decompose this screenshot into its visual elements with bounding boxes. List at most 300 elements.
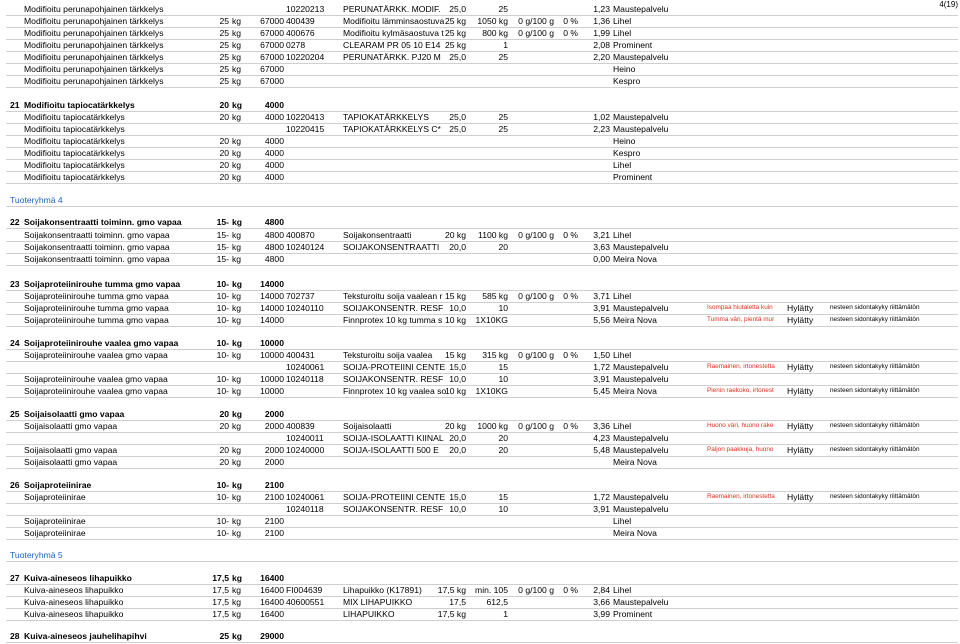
row-number-cell: 26 bbox=[10, 480, 20, 490]
supplier-cell: Lihel bbox=[613, 28, 632, 38]
fat-content-cell: 0 g/100 g bbox=[518, 230, 554, 240]
item-code-cell: 400839 bbox=[286, 421, 315, 431]
supplier-cell: Heino bbox=[613, 64, 636, 74]
pack-size-cell: 20 bbox=[219, 409, 229, 419]
product-group-cell: Soijaproteiinirouhe vaalea gmo vapaa bbox=[24, 386, 168, 396]
unit-cell: kg bbox=[232, 573, 243, 583]
supplier-cell: Maustepalvelu bbox=[613, 303, 669, 313]
supplier-cell: Lihel bbox=[613, 230, 632, 240]
volume-cell: 4000 bbox=[264, 136, 284, 146]
supplier-cell: Meira Nova bbox=[613, 457, 657, 467]
supplier-cell: Prominent bbox=[613, 172, 653, 182]
price-cell: 3,71 bbox=[593, 291, 610, 301]
volume-cell: 67000 bbox=[260, 28, 284, 38]
price-cell: 2,20 bbox=[593, 52, 610, 62]
group-heading-row bbox=[0, 194, 960, 206]
product-group-cell: Modifioitu tapiocatärkkelys bbox=[24, 136, 125, 146]
unit-cell: kg bbox=[232, 112, 242, 122]
quantity-cell: 1100 kg bbox=[478, 230, 508, 240]
package-cell: 20,0 bbox=[449, 433, 466, 443]
volume-cell: 4000 bbox=[264, 172, 284, 182]
unit-cell: kg bbox=[232, 631, 243, 641]
item-name-cell: Finnprotex 10 kg vaalea so bbox=[343, 386, 447, 396]
price-cell: 2,23 bbox=[593, 124, 610, 134]
reason-cell: nesteen sidontakyky riittämätön bbox=[830, 304, 920, 311]
pack-size-cell: 25 bbox=[219, 40, 229, 50]
product-group-cell: Kuiva-aineseos lihapuikko bbox=[24, 573, 132, 583]
pack-size-cell: 20 bbox=[219, 421, 229, 431]
pack-size-cell: 10- bbox=[216, 350, 229, 360]
product-group-cell: Soijaisolaatti gmo vapaa bbox=[24, 457, 118, 467]
pack-size-cell: 10- bbox=[216, 303, 229, 313]
remark-cell: Raemainen, irtonestetta bbox=[707, 493, 775, 500]
unit-cell: kg bbox=[232, 421, 242, 431]
pack-size-cell: 15- bbox=[216, 217, 229, 227]
package-cell: 10,0 bbox=[449, 504, 466, 514]
supplier-cell: Lihel bbox=[613, 291, 632, 301]
reason-cell: nesteen sidontakyky riittämätön bbox=[830, 446, 920, 453]
unit-cell: kg bbox=[232, 597, 242, 607]
pack-size-cell: 25 bbox=[219, 64, 229, 74]
unit-cell: kg bbox=[232, 148, 242, 158]
pack-size-cell: 10- bbox=[216, 374, 229, 384]
product-group-cell: Soijakonsentraatti toiminn. gmo vapaa bbox=[24, 230, 170, 240]
supplier-cell: Maustepalvelu bbox=[613, 504, 669, 514]
price-cell: 1,02 bbox=[593, 112, 610, 122]
pack-size-cell: 25 bbox=[219, 631, 229, 641]
volume-cell: 67000 bbox=[260, 64, 284, 74]
fat-content-cell: 0 g/100 g bbox=[518, 16, 554, 26]
volume-cell: 2100 bbox=[264, 516, 284, 526]
table-row bbox=[0, 420, 960, 432]
table-row bbox=[0, 171, 960, 183]
table-row bbox=[0, 503, 960, 515]
table-row bbox=[0, 216, 960, 228]
volume-cell: 2000 bbox=[264, 421, 284, 431]
supplier-cell: Lihel bbox=[613, 516, 632, 526]
unit-cell: kg bbox=[232, 409, 243, 419]
price-cell: 3,63 bbox=[593, 242, 610, 252]
supplier-cell: Maustepalvelu bbox=[613, 374, 669, 384]
quantity-cell: 20 bbox=[498, 433, 508, 443]
reason-cell: nesteen sidontakyky riittämätön bbox=[830, 316, 920, 323]
product-group-cell: Kuiva-aineseos lihapuikko bbox=[24, 597, 124, 607]
quantity-cell: 15 bbox=[498, 362, 508, 372]
unit-cell: kg bbox=[232, 291, 242, 301]
item-name-cell: SOIJA-ISOLAATTI KIINAL bbox=[343, 433, 444, 443]
supplier-cell: Lihel bbox=[613, 585, 632, 595]
item-name-cell: SOIJAKONSENTRAATTI bbox=[343, 242, 440, 252]
pack-size-cell: 20 bbox=[219, 112, 229, 122]
table-row bbox=[0, 527, 960, 539]
status-cell: Hylätty bbox=[787, 386, 814, 396]
package-cell: 20,0 bbox=[449, 445, 466, 455]
unit-cell: kg bbox=[232, 315, 242, 325]
table-row bbox=[0, 51, 960, 63]
package-cell: 25,0 bbox=[449, 112, 466, 122]
row-gridline bbox=[6, 561, 958, 562]
row-gridline bbox=[6, 642, 958, 643]
package-cell: 25 kg bbox=[444, 16, 466, 26]
supplier-cell: Maustepalvelu bbox=[613, 433, 669, 443]
volume-cell: 10000 bbox=[260, 374, 284, 384]
pack-size-cell: 10- bbox=[216, 338, 229, 348]
supplier-cell: Meira Nova bbox=[613, 315, 657, 325]
price-cell: 3,36 bbox=[593, 421, 610, 431]
quantity-cell: 10 bbox=[498, 504, 508, 514]
row-number-cell: 25 bbox=[10, 409, 20, 419]
supplier-cell: Lihel bbox=[613, 421, 632, 431]
supplier-cell: Maustepalvelu bbox=[613, 124, 669, 134]
price-cell: 3,91 bbox=[593, 504, 610, 514]
row-gridline bbox=[6, 620, 958, 621]
price-cell: 5,56 bbox=[593, 315, 610, 325]
item-code-cell: 400431 bbox=[286, 350, 315, 360]
product-group-cell: Modifioitu perunapohjainen tärkkelys bbox=[24, 52, 164, 62]
table-row bbox=[0, 290, 960, 302]
percent-cell: 0 % bbox=[563, 585, 578, 595]
fat-content-cell: 0 g/100 g bbox=[518, 291, 554, 301]
package-cell: 10,0 bbox=[449, 374, 466, 384]
row-number-cell: 28 bbox=[10, 631, 20, 641]
table-row bbox=[0, 123, 960, 135]
item-name-cell: Soijakonsentraatti bbox=[343, 230, 412, 240]
table-row bbox=[0, 99, 960, 111]
table-row bbox=[0, 135, 960, 147]
volume-cell: 4000 bbox=[264, 112, 284, 122]
item-code-cell: 10240118 bbox=[286, 374, 324, 384]
row-number-cell: 24 bbox=[10, 338, 20, 348]
quantity-cell: 20 bbox=[498, 242, 508, 252]
item-code-cell: FI004639 bbox=[286, 585, 323, 595]
pack-size-cell: 17,5 bbox=[212, 585, 229, 595]
table-row bbox=[0, 349, 960, 361]
table-row bbox=[0, 596, 960, 608]
unit-cell: kg bbox=[232, 76, 242, 86]
quantity-cell: 25 bbox=[498, 124, 508, 134]
remark-cell: Paljon paakkuja, huono bbox=[707, 446, 774, 453]
volume-cell: 67000 bbox=[260, 16, 284, 26]
unit-cell: kg bbox=[232, 254, 242, 264]
package-cell: 25,0 bbox=[449, 124, 466, 134]
quantity-cell: 800 kg bbox=[482, 28, 508, 38]
quantity-cell: 585 kg bbox=[482, 291, 508, 301]
unit-cell: kg bbox=[232, 528, 242, 538]
volume-cell: 2000 bbox=[264, 445, 284, 455]
table-row bbox=[0, 253, 960, 265]
product-group-cell: Kuiva-aineseos lihapuikko bbox=[24, 609, 124, 619]
table-row bbox=[0, 491, 960, 503]
status-cell: Hylätty bbox=[787, 421, 814, 431]
product-group-cell: Soijakonsentraatti toiminn. gmo vapaa bbox=[24, 242, 170, 252]
product-group-cell: Kuiva-aineseos lihapuikko bbox=[24, 585, 124, 595]
price-cell: 2,08 bbox=[593, 40, 610, 50]
item-code-cell: 10240061 bbox=[286, 492, 325, 502]
unit-cell: kg bbox=[232, 445, 242, 455]
product-group-cell: Modifioitu tapiocatärkkelys bbox=[24, 160, 125, 170]
unit-cell: kg bbox=[232, 516, 242, 526]
table-row bbox=[0, 302, 960, 314]
product-group-cell: Soijaproteiinirae bbox=[24, 480, 92, 490]
pack-size-cell: 20 bbox=[219, 100, 229, 110]
quantity-cell: 1050 kg bbox=[477, 16, 508, 26]
quantity-cell: 10 bbox=[498, 303, 508, 313]
supplier-cell: Maustepalvelu bbox=[613, 242, 669, 252]
supplier-cell: Meira Nova bbox=[613, 254, 657, 264]
volume-cell: 67000 bbox=[260, 76, 284, 86]
row-gridline bbox=[6, 206, 958, 207]
volume-cell: 4800 bbox=[264, 230, 284, 240]
supplier-cell: Maustepalvelu bbox=[613, 492, 669, 502]
unit-cell: kg bbox=[232, 279, 243, 289]
fat-content-cell: 0 g/100 g bbox=[518, 350, 554, 360]
unit-cell: kg bbox=[232, 480, 243, 490]
supplier-cell: Maustepalvelu bbox=[613, 445, 669, 455]
table-row bbox=[0, 373, 960, 385]
percent-cell: 0 % bbox=[563, 16, 578, 26]
row-gridline bbox=[6, 265, 958, 266]
table-row bbox=[0, 479, 960, 491]
item-code-cell: 400870 bbox=[286, 230, 315, 240]
pack-size-cell: 10- bbox=[216, 516, 229, 526]
unit-cell: kg bbox=[232, 242, 242, 252]
volume-cell: 16400 bbox=[260, 585, 284, 595]
unit-cell: kg bbox=[232, 338, 243, 348]
quantity-cell: 1 bbox=[503, 609, 508, 619]
item-name-cell: Soijaisolaatti bbox=[343, 421, 392, 431]
supplier-cell: Maustepalvelu bbox=[613, 4, 669, 14]
row-gridline bbox=[6, 183, 958, 184]
volume-cell: 10000 bbox=[260, 350, 284, 360]
row-gridline bbox=[6, 539, 958, 540]
item-code-cell: 10240011 bbox=[286, 433, 324, 443]
item-code-cell: 10220413 bbox=[286, 112, 325, 122]
supplier-cell: Prominent bbox=[613, 609, 653, 619]
item-code-cell: 10240110 bbox=[286, 303, 324, 313]
item-code-cell: 40600551 bbox=[286, 597, 325, 607]
product-group-cell: Soijaproteiinirae bbox=[24, 516, 86, 526]
product-group-cell: Soijaproteiinirouhe vaalea gmo vapaa bbox=[24, 374, 168, 384]
price-cell: 3,91 bbox=[593, 303, 610, 313]
product-group-cell: Modifioitu tapiocatärkkelys bbox=[24, 100, 135, 110]
table-row bbox=[0, 432, 960, 444]
package-cell: 15 kg bbox=[444, 350, 466, 360]
quantity-cell: 25 bbox=[498, 4, 508, 14]
item-name-cell: CLEARAM PR 05 10 E14 bbox=[343, 40, 441, 50]
product-group-cell: Modifioitu tapiocatärkkelys bbox=[24, 112, 125, 122]
pack-size-cell: 20 bbox=[219, 457, 229, 467]
pack-size-cell: 10- bbox=[216, 492, 229, 502]
package-cell: 17,5 kg bbox=[437, 585, 466, 595]
fat-content-cell: 0 g/100 g bbox=[518, 585, 554, 595]
supplier-cell: Lihel bbox=[613, 160, 632, 170]
row-gridline bbox=[6, 326, 958, 327]
unit-cell: kg bbox=[232, 172, 242, 182]
pack-size-cell: 20 bbox=[219, 148, 229, 158]
item-name-cell: TAPIOKATÄRKKELYS bbox=[343, 112, 429, 122]
item-name-cell: Modifioitu lämminsaostuva bbox=[343, 16, 445, 26]
item-code-cell: 10220213 bbox=[286, 4, 325, 14]
unit-cell: kg bbox=[232, 609, 242, 619]
pack-size-cell: 10- bbox=[216, 291, 229, 301]
quantity-cell: min. 105 bbox=[475, 585, 508, 595]
table-row bbox=[0, 314, 960, 326]
product-group-cell: Soijakonsentraatti toiminn. gmo vapaa bbox=[24, 217, 182, 227]
table-row bbox=[0, 584, 960, 596]
table-row bbox=[0, 147, 960, 159]
product-group-cell: Modifioitu perunapohjainen tärkkelys bbox=[24, 4, 164, 14]
supplier-cell: Maustepalvelu bbox=[613, 112, 669, 122]
table-row bbox=[0, 27, 960, 39]
table-row bbox=[0, 408, 960, 420]
unit-cell: kg bbox=[232, 386, 242, 396]
supplier-cell: Lihel bbox=[613, 16, 632, 26]
percent-cell: 0 % bbox=[563, 28, 578, 38]
price-cell: 1,23 bbox=[593, 4, 610, 14]
table-row bbox=[0, 515, 960, 527]
item-code-cell: 400439 bbox=[286, 16, 315, 26]
item-name-cell: SOIJA-PROTEIINI CENTE bbox=[343, 362, 446, 372]
unit-cell: kg bbox=[232, 303, 242, 313]
quantity-cell: 1 bbox=[503, 40, 508, 50]
table-row bbox=[0, 361, 960, 373]
supplier-cell: Maustepalvelu bbox=[613, 362, 669, 372]
unit-cell: kg bbox=[232, 492, 242, 502]
pack-size-cell: 20 bbox=[219, 160, 229, 170]
remark-cell: Isompaa hiutaletta kuin bbox=[707, 304, 773, 311]
package-cell: 17,5 bbox=[449, 597, 466, 607]
item-code-cell: 0278 bbox=[286, 40, 306, 50]
volume-cell: 2000 bbox=[264, 409, 284, 419]
item-code-cell: 10220204 bbox=[286, 52, 325, 62]
product-group-cell: Kuiva-aineseos jauhelihapihvi bbox=[24, 631, 147, 641]
volume-cell: 4000 bbox=[264, 160, 284, 170]
pack-size-cell: 25 bbox=[219, 28, 229, 38]
package-cell: 10 kg bbox=[444, 315, 466, 325]
product-group-cell: Soijaisolaatti gmo vapaa bbox=[24, 445, 118, 455]
volume-cell: 10000 bbox=[260, 386, 284, 396]
status-cell: Hylätty bbox=[787, 362, 814, 372]
product-group-cell: Modifioitu perunapohjainen tärkkelys bbox=[24, 64, 164, 74]
item-name-cell: Finnprotex 10 kg tumma s bbox=[343, 315, 443, 325]
status-cell: Hylätty bbox=[787, 445, 814, 455]
product-group-cell: Modifioitu perunapohjainen tärkkelys bbox=[24, 76, 164, 86]
pack-size-cell: 17,5 bbox=[212, 597, 229, 607]
unit-cell: kg bbox=[232, 217, 243, 227]
volume-cell: 67000 bbox=[260, 40, 284, 50]
remark-cell: Tumma väri, pientä mur bbox=[707, 316, 775, 323]
pack-size-cell: 25 bbox=[219, 16, 229, 26]
product-group-cell: Modifioitu tapiocatärkkelys bbox=[24, 172, 125, 182]
quantity-cell: 15 bbox=[498, 492, 508, 502]
unit-cell: kg bbox=[232, 16, 242, 26]
item-code-cell: 10220415 bbox=[286, 124, 325, 134]
price-cell: 1,99 bbox=[593, 28, 610, 38]
price-cell: 1,72 bbox=[593, 362, 610, 372]
volume-cell: 4800 bbox=[264, 254, 284, 264]
table-row bbox=[0, 75, 960, 87]
reason-cell: nesteen sidontakyky riittämätön bbox=[830, 493, 920, 500]
item-code-cell: 702737 bbox=[286, 291, 315, 301]
percent-cell: 0 % bbox=[563, 421, 578, 431]
percent-cell: 0 % bbox=[563, 291, 578, 301]
pack-size-cell: 15- bbox=[216, 254, 229, 264]
volume-cell: 16400 bbox=[260, 609, 284, 619]
item-code-cell: 10240000 bbox=[286, 445, 325, 455]
quantity-cell: 612,5 bbox=[486, 597, 508, 607]
unit-cell: kg bbox=[232, 350, 242, 360]
item-name-cell: TAPIOKATÄRKKELYS C* bbox=[343, 124, 441, 134]
volume-cell: 4800 bbox=[264, 242, 284, 252]
volume-cell: 14000 bbox=[260, 303, 284, 313]
package-cell: 10 kg bbox=[444, 386, 466, 396]
price-cell: 0,00 bbox=[593, 254, 610, 264]
supplier-cell: Prominent bbox=[613, 40, 653, 50]
quantity-cell: 315 kg bbox=[482, 350, 508, 360]
row-number-cell: 22 bbox=[10, 217, 20, 227]
pack-size-cell: 10- bbox=[216, 528, 229, 538]
table-row bbox=[0, 630, 960, 642]
reason-cell: nesteen sidontakyky riittämätön bbox=[830, 387, 920, 394]
volume-cell: 2000 bbox=[264, 457, 284, 467]
volume-cell: 16400 bbox=[260, 597, 284, 607]
supplier-cell: Maustepalvelu bbox=[613, 52, 669, 62]
group-heading: Tuoteryhmä 5 bbox=[10, 550, 63, 560]
quantity-cell: 1000 kg bbox=[477, 421, 508, 431]
product-group-cell: Soijakonsentraatti toiminn. gmo vapaa bbox=[24, 254, 170, 264]
unit-cell: kg bbox=[232, 230, 242, 240]
unit-cell: kg bbox=[232, 52, 242, 62]
item-name-cell: PERUNATÄRKK. MODIF. bbox=[343, 4, 441, 14]
table-row bbox=[0, 63, 960, 75]
package-cell: 20 kg bbox=[444, 230, 466, 240]
package-cell: 15 kg bbox=[444, 291, 466, 301]
item-name-cell: SOIJAKONSENTR. RESF bbox=[343, 504, 444, 514]
item-code-cell: 10240061 bbox=[286, 362, 325, 372]
product-group-cell: Modifioitu perunapohjainen tärkkelys bbox=[24, 40, 164, 50]
pack-size-cell: 10- bbox=[216, 480, 229, 490]
quantity-cell: 10 bbox=[498, 374, 508, 384]
pack-size-cell: 10- bbox=[216, 279, 229, 289]
item-name-cell: Teksturoitu soija vaalean r bbox=[343, 291, 443, 301]
pack-size-cell: 10- bbox=[216, 315, 229, 325]
package-cell: 25,0 bbox=[449, 4, 466, 14]
item-name-cell: SOIJA-PROTEIINI CENTE bbox=[343, 492, 446, 502]
product-group-cell: Soijaproteiinirouhe tumma gmo vapaa bbox=[24, 279, 181, 289]
supplier-cell: Lihel bbox=[613, 350, 632, 360]
unit-cell: kg bbox=[232, 457, 242, 467]
volume-cell: 4000 bbox=[264, 100, 284, 110]
table-row bbox=[0, 39, 960, 51]
row-number-cell: 21 bbox=[10, 100, 20, 110]
remark-cell: Huono väri, huono rake bbox=[707, 422, 774, 429]
table-row bbox=[0, 337, 960, 349]
product-group-cell: Modifioitu perunapohjainen tärkkelys bbox=[24, 28, 164, 38]
package-cell: 25,0 bbox=[449, 52, 466, 62]
item-name-cell: SOIJAKONSENTR. RESF bbox=[343, 303, 444, 313]
row-number-cell: 23 bbox=[10, 279, 20, 289]
price-cell: 5,48 bbox=[593, 445, 610, 455]
price-cell: 2,84 bbox=[593, 585, 610, 595]
pack-size-cell: 20 bbox=[219, 172, 229, 182]
row-number-cell: 27 bbox=[10, 573, 20, 583]
volume-cell: 4800 bbox=[264, 217, 284, 227]
price-cell: 4,23 bbox=[593, 433, 610, 443]
price-cell: 3,99 bbox=[593, 609, 610, 619]
unit-cell: kg bbox=[232, 64, 242, 74]
unit-cell: kg bbox=[232, 100, 243, 110]
pack-size-cell: 20 bbox=[219, 445, 229, 455]
